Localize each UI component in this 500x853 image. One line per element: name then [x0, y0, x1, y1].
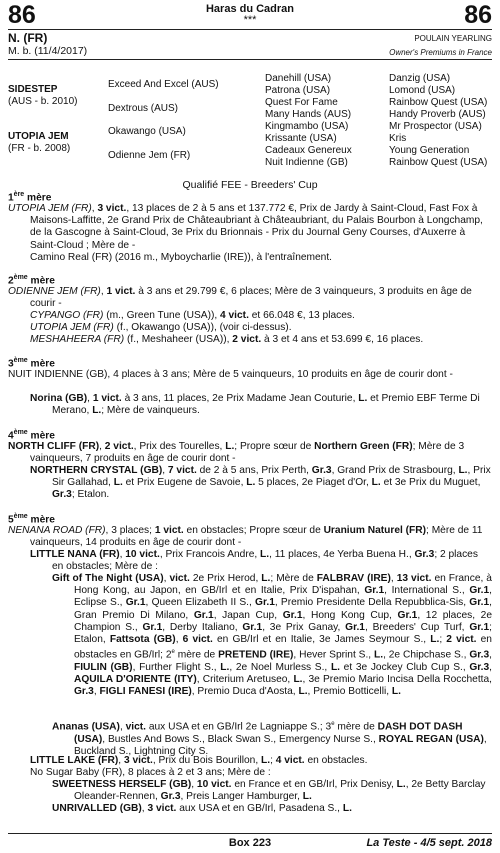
produce-record: No Sugar Baby (FR), 8 places à 2 et 3 ans; Mère de :: [30, 767, 271, 778]
produce-record: Gift of The Night (USA), vict. 2e Prix Herod, L.; Mère de FALBRAV (IRE), 13 vict. en France, à Hong Kong, au Japon, en GB/Irl et en Italie, Prix D'ispahan, Gr.1, International S., Gr.1, Eclipse S., Gr.1, Queen Elizabeth II S., Gr.1, Premio Presidente Della Repubblica-Sis, Gr.1, Gran Premio Di Milano, Gr.1, Japan Cup, Gr.1, Hong Kong Cup, Gr.1, 12 places, 2e Champion S., Gr.1, Derby Italiano, Gr.1, 3e Prix Ganay, Gr.1, Breeders' Cup Turf, Gr.1; Etalon, Fattsota (GB), 6 vict. en GB/Irl et en Italie, 3e James Seymour S., L.; 2 vict. en obstacles en GB/Irl; 2e mère de PRETEND (IRE), Hever Sprint S., L., 2e Chipchase S., Gr.3, FIULIN (GB), Further Flight S., L., 2e Noel Murless S., L. et 3e Jockey Club Cup S., Gr.3, AQUILA D'ORIENTE (ITY), Criterium Aretuseo, L., 3e Premio Mario Incisa Della Rocchetta, Gr.3, FIGLI FANESI (IRE), Premio Duca d'Aosta, L., Premio Botticelli, L.: [52, 573, 492, 698]
dam-record: UTOPIA JEM (FR), 3 vict., 13 places de 2 à 5 ans et 137.772 €, Prix de Jardy à Saint-Cloud, Fast Fox à Maisons-Laffitte, 2e Grand Prix de Châteaubriant à Châteaubriant, du Palais Bourbon à Longchamp, de la Gascogne à Saint-Cloud, 3e Prix du Brionnais - Prix du Journal Geny Courses, d'Auxerre à Saint-Cloud ; Mère de - Camino Real (FR) (2016 m., Myboycharlie (IRE)), à l'entraînement.: [8, 203, 483, 263]
pedigree-gen4: Handy Proverb (AUS): [389, 109, 486, 120]
pedigree-gen3: Cadeaux Genereux: [265, 145, 352, 156]
pedigree-gen3: Danehill (USA): [265, 73, 332, 84]
section-heading-5: 5ème mère: [8, 513, 55, 526]
second-dam-record: ODIENNE JEM (FR), 1 vict. à 3 ans et 29.799 €, 6 places; Mère de 3 vainqueurs, 3 produits en âge de courir -: [8, 286, 472, 310]
lot-number-left: 86: [8, 1, 36, 29]
pedigree-gen4: Kris: [389, 133, 407, 144]
produce-record: CYPANGO (FR) (m., Green Tune (USA)), 4 vict. et 66.048 €, 13 places.: [30, 310, 355, 321]
pedigree-gen4: Lomond (USA): [389, 85, 456, 96]
box-number: Box 223: [228, 837, 272, 849]
dam-name: UTOPIA JEM: [8, 131, 69, 142]
lot-number-right: 86: [464, 1, 492, 29]
pedigree-gen3: Krissante (USA): [265, 133, 337, 144]
section-heading-3: 3ème mère: [8, 357, 55, 370]
third-dam-record: NUIT INDIENNE (GB), 4 places à 3 ans; Mère de 5 vainqueurs, 10 produits en âge de courir dont -: [8, 369, 453, 380]
pedigree-gen4: Danzig (USA): [389, 73, 451, 84]
qualifier-note: Qualifié FEE - Breeders' Cup: [182, 179, 318, 191]
pedigree-gen2: Dextrous (AUS): [108, 103, 179, 114]
fourth-dam-record: NORTH CLIFF (FR), 2 vict., Prix des Tourelles, L.; Propre sœur de Northern Green (FR); Mère de 3 vainqueurs, 7 produits en âge de courir dont -: [8, 441, 465, 465]
divider: [8, 833, 492, 834]
pedigree-gen2: Okawango (USA): [108, 126, 186, 137]
produce-record: LITTLE LAKE (FR), 3 vict., Prix du Bois Bourillon, L.; 4 vict. en obstacles.: [30, 755, 368, 766]
produce-record: Ananas (USA), vict. aux USA et en GB/Irl 2e Lagniappe S.; 3e mère de DASH DOT DASH (USA), Bustles And Bows S., Black Swan S., Emergency Nurse S., ROYAL REGAN (USA), Buckland S., Lightning City S.: [52, 721, 487, 757]
pedigree-gen3: Patrona (USA): [265, 85, 331, 96]
pedigree-gen3: Quest For Fame: [265, 97, 338, 108]
produce-record: LITTLE NANA (FR), 10 vict., Prix Francois Andre, L., 11 places, 4e Yerba Buena H., Gr.3; 2 places en obstacles; Mère de :: [30, 549, 478, 573]
produce-record: UNRIVALLED (GB), 3 vict. aux USA et en GB/Irl, Pasadena S., L.: [52, 803, 352, 814]
produce-record: Norina (GB), 1 vict. à 3 ans, 11 places, 2e Prix Madame Jean Couturie, L. et Premio EBF Terme Di Merano, L.; Mère de vainqueurs.: [30, 393, 480, 417]
produce-record: MESHAHEERA (FR) (f., Meshaheer (USA)), 2 vict. à 3 et 4 ans et 53.699 €, 16 places.: [30, 334, 424, 345]
sale-title: Haras du Cadran: [205, 3, 295, 15]
pedigree-gen4: Young Generation: [389, 145, 470, 156]
pedigree-gen3: Nuit Indienne (GB): [265, 157, 348, 168]
sire-name: SIDESTEP: [8, 84, 58, 95]
horse-name: N. (FR): [8, 31, 48, 45]
horse-category: POULAIN YEARLING: [414, 34, 492, 43]
fifth-dam-record: NENANA ROAD (FR), 3 places; 1 vict. en obstacles; Propre sœur de Uranium Naturel (FR); Mère de 11 vainqueurs, 14 produits en âge de courir dont -: [8, 525, 483, 549]
pedigree-gen3: Kingmambo (USA): [265, 121, 349, 132]
owner-premium: Owner's Premiums in France: [389, 48, 492, 57]
section-heading-1: 1ère mère: [8, 191, 52, 204]
sale-place-date: La Teste - 4/5 sept. 2018: [366, 837, 492, 849]
section-heading-4: 4ème mère: [8, 429, 55, 442]
produce-record: NORTHERN CRYSTAL (GB), 7 vict. de 2 à 5 ans, Prix Perth, Gr.3, Grand Prix de Strasbourg, L., Prix Sir Gallahad, L. et Prix Eugene de Savoie, L. 5 places, 2e Piaget d'Or, L. et 3e Prix du Muguet, Gr.3; Etalon.: [30, 465, 491, 501]
pedigree-gen4: Rainbow Quest (USA): [389, 157, 488, 168]
sire-info: (AUS - b. 2010): [8, 96, 78, 107]
dam-info: (FR - b. 2008): [8, 143, 71, 154]
section-heading-2: 2ème mère: [8, 274, 55, 287]
pedigree-gen4: Mr Prospector (USA): [389, 121, 482, 132]
horse-description: M. b. (11/4/2017): [8, 45, 88, 57]
produce-record: SWEETNESS HERSELF (GB), 10 vict. en France et en GB/Irl, Prix Denisy, L., 2e Betty Barclay Oleander-Rennen, Gr.3, Preis Langer Hamburger, L.: [52, 779, 486, 803]
pedigree-gen2: Odienne Jem (FR): [108, 150, 191, 161]
pedigree-gen4: Rainbow Quest (USA): [389, 97, 488, 108]
pedigree-gen2: Exceed And Excel (AUS): [108, 79, 219, 90]
pedigree-gen3: Many Hands (AUS): [265, 109, 352, 120]
divider: [8, 29, 492, 30]
divider: [8, 59, 492, 60]
stars: ***: [243, 14, 257, 26]
produce-record: UTOPIA JEM (FR) (f., Okawango (USA)), (voir ci-dessus).: [30, 322, 292, 333]
